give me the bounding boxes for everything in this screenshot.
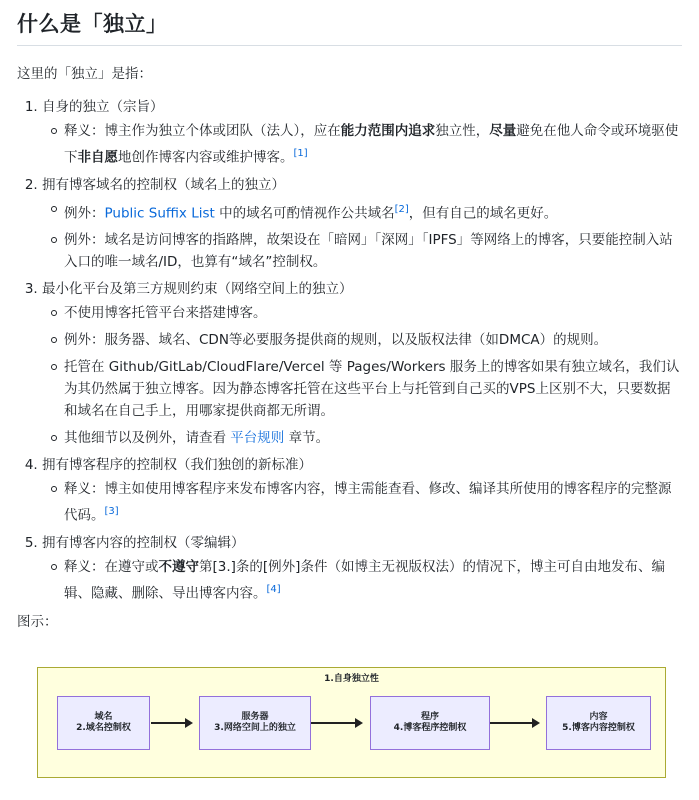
text-segment: 避免在他人命令或环境驱使下: [64, 123, 679, 166]
diagram-title: 1.自身独立性: [324, 674, 379, 684]
page-title: 什么是「独立」: [17, 12, 168, 36]
sub-list: [42, 302, 682, 449]
diagram-node-program: [370, 696, 490, 750]
node-line1: 程序: [420, 712, 439, 722]
sub-list: [42, 556, 682, 605]
node-line1: 域名: [94, 712, 113, 722]
text-segment: 中的域名可酌情视作公共域名: [214, 205, 395, 221]
sub-list-item: [64, 329, 682, 351]
footnote-link[interactable]: [1]: [293, 148, 308, 159]
footnote-link[interactable]: [2]: [394, 203, 409, 215]
text-segment: 其他细节以及例外，请查看: [64, 430, 231, 446]
footnote: [105, 504, 119, 517]
text-segment: 章节。: [284, 430, 330, 446]
text-segment: ，但有自己的域名更好。: [408, 205, 558, 221]
text-segment: 第[3.]条的[例外]条件（如博主无视版权法）的情况下，博主可自由地发布、编辑、隐藏、删除、导出博客内容。: [64, 558, 665, 601]
figure-label: 图示：: [17, 614, 58, 630]
list-item-heading: 拥有博客程序的控制权（我们独创的新标准）: [42, 457, 312, 473]
bold-text: 非自愿: [77, 149, 118, 166]
node-line1: 内容: [589, 712, 608, 722]
text-segment: 例外：: [64, 205, 105, 221]
list-item: [42, 278, 682, 449]
inline-link[interactable]: Public Suffix List: [104, 205, 215, 221]
node-line2: 3.网络空间上的独立: [214, 723, 296, 733]
list-item-heading: 拥有博客域名的控制权（域名上的独立）: [42, 176, 285, 193]
list-item-heading: 自身的独立（宗旨）: [42, 99, 164, 115]
sub-list: [42, 478, 682, 527]
sub-list-item: [64, 120, 682, 169]
list-item-heading: 拥有博客内容的控制权（零编辑）: [42, 534, 245, 551]
text-segment: 不使用博客托管平台来搭建博客。: [64, 305, 267, 321]
text-segment: 地创作博客内容或维护博客。: [118, 149, 294, 166]
intro-text: 这里的「独立」是指：: [17, 66, 152, 82]
footnote: [395, 202, 409, 215]
bold-text: 不遵守: [158, 558, 199, 575]
title-divider: [17, 45, 682, 46]
sub-list-item: [64, 427, 682, 449]
sub-list-item: [64, 556, 682, 605]
diagram-node-content: [546, 696, 651, 750]
diagram-node-domain: [57, 696, 150, 750]
flow-diagram: [37, 667, 666, 778]
footnote: [294, 146, 308, 159]
sub-list: [42, 198, 682, 274]
sub-list-item: [64, 198, 682, 225]
diagram-node-server: [199, 696, 311, 750]
diagram-arrow: [311, 722, 361, 724]
text-segment: 释义：在遵守或: [64, 558, 159, 575]
node-line2: 4.博客程序控制权: [393, 723, 467, 733]
sub-list-item: [64, 478, 682, 527]
bold-text: 尽量: [489, 123, 517, 139]
inline-link[interactable]: 平台规则: [230, 430, 285, 446]
definition-list: [0, 96, 682, 609]
footnote: [267, 582, 281, 595]
sub-list-item: [64, 229, 682, 273]
list-item-heading: 最小化平台及第三方规则约束（网络空间上的独立）: [42, 281, 353, 297]
sub-list-item: [64, 356, 682, 422]
diagram-arrow: [490, 722, 538, 724]
node-line2: 2.域名控制权: [76, 723, 131, 733]
list-item: [42, 454, 682, 527]
node-line2: 5.博客内容控制权: [562, 723, 635, 733]
text-segment: 释义：博主作为独立个体或团队（法人），应在: [64, 123, 341, 139]
list-item: [42, 174, 682, 274]
text-segment: 释义：博主如使用博客程序来发布博客内容，博主需能查看、修改、编译其所使用的博客程序的完整源代码。: [64, 481, 672, 524]
sub-list: [42, 120, 682, 169]
sub-list-item: [64, 302, 682, 324]
text-segment: 例外：服务器、域名、CDN等必要服务提供商的规则，以及版权法律（如DMCA）的规则。: [64, 332, 608, 348]
list-item: [42, 532, 682, 605]
list-item: [42, 96, 682, 169]
footnote-link[interactable]: [4]: [266, 583, 281, 595]
bold-text: 能力范围内追求: [340, 123, 436, 139]
text-segment: 独立性，: [435, 123, 490, 139]
node-line1: 服务器: [241, 712, 269, 722]
diagram-arrow: [151, 722, 191, 724]
text-segment: 托管在 Github/GitLab/CloudFlare/Vercel 等 Pages/Workers 服务上的博客如果有独立域名，我们认为其仍然属于独立博客。因为静态博客托管在这些平台上与托管到自己买的VPS上区别不大，只要数据和域名在自己手上，用哪家提供商都无所谓。: [64, 359, 680, 419]
text-segment: 例外：域名是访问博客的指路牌，故架设在「暗网」「深网」「IPFS」等网络上的博客，只要能控制入站入口的唯一域名/ID，也算有“域名”控制权。: [64, 232, 673, 270]
footnote-link[interactable]: [3]: [104, 506, 119, 517]
